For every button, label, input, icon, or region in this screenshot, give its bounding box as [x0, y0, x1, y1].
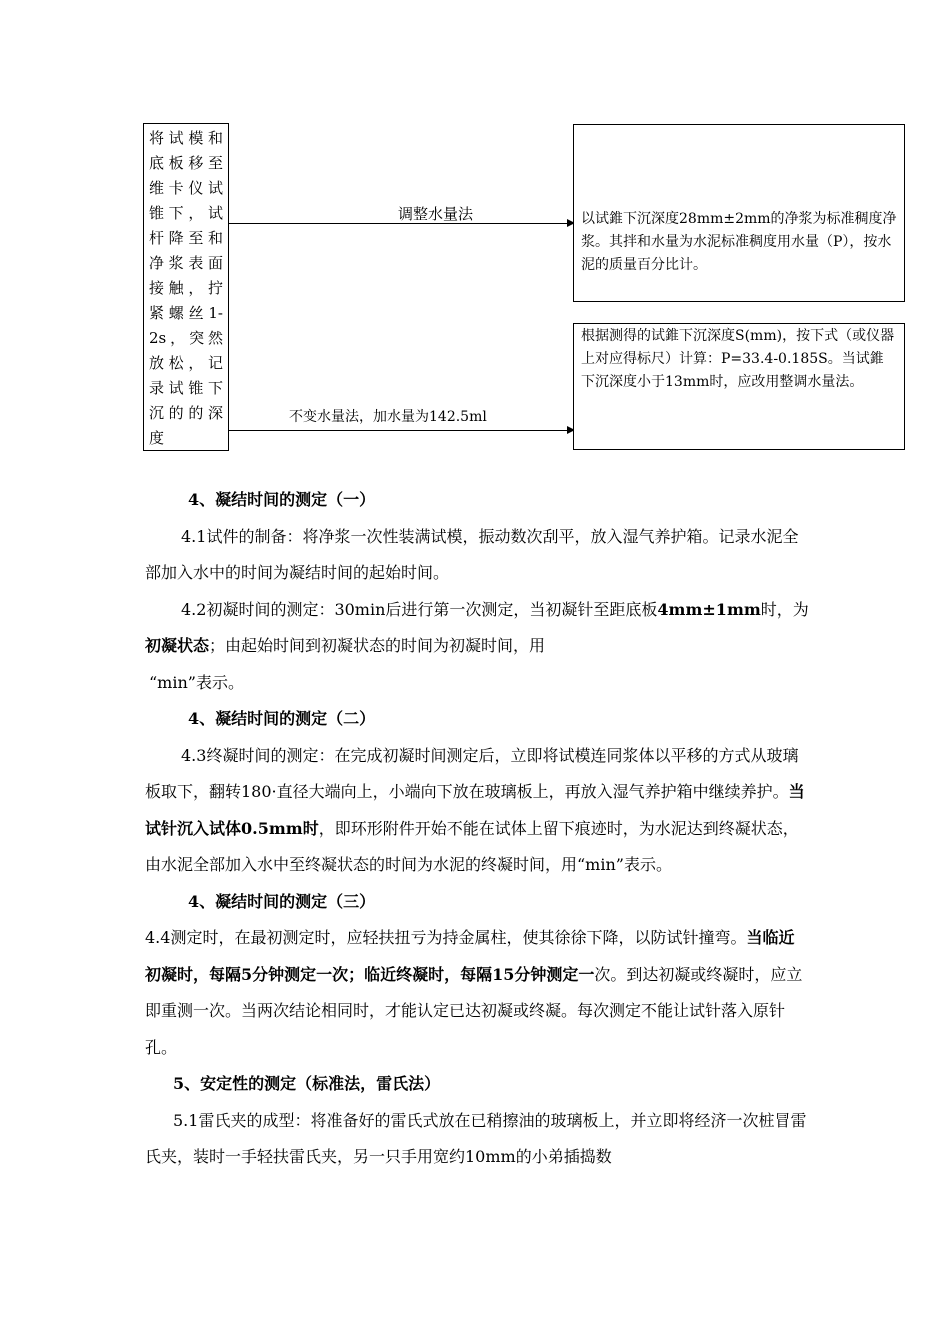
- paragraph-5-1: 5.1雷氏夹的成型：将准备好的雷氏式放在已稍擦油的玻璃板上，并立即将经济一次桩冒雷氏夹，装时一手轻扶雷氏夹，另一只手用宽约10mm的小弟插捣数: [145, 1110, 807, 1166]
- paragraph-4-3-part-c: ，即环形附件开始不能在试体上留下痕迹时，为水泥达到终凝状态，由水泥全部加入水中至终凝状态的时间为水泥的终凝时间，用“min”表示。: [145, 818, 799, 874]
- document-body: [145, 482, 810, 1176]
- section-heading-setting-time-2: 4、凝结时间的测定（二）: [188, 709, 376, 728]
- flow-result-text-fixed: 根据测得的试錐下沉深度S(mm)，按下式（或仪器上对应得标尺）计算：P=33.4-0.185S。当试錐下沉深度小于13mm时，应改用整调水量法。: [581, 328, 895, 390]
- initial-set-distance: 4mm±1mm: [657, 599, 761, 619]
- paragraph-4-3: [145, 738, 810, 884]
- paragraph-4-1: 4.1试件的制备：将净浆一次性装满试模，振动数次刮平，放入湿气养护箱。记录水泥全部加入水中的时间为凝结时间的起始时间。: [145, 526, 799, 582]
- paragraph-4-3-part-a: 4.3终凝时间的测定：在完成初凝时间测定后，立即将试模连同浆体以平移的方式从玻璃板取下，翻转180·直径大端向上，小端向下放在玻璃板上，再放入湿气养护箱中继续养护。: [145, 745, 799, 801]
- flow-result-box-fixed: [573, 323, 905, 450]
- initial-set-state: 初凝状态: [145, 636, 210, 655]
- paragraph-4-4-part-a: 4.4测定时，在最初测定时，应轻扶扭亏为持金属柱，使其徐徐下降，以防试针撞弯。: [145, 928, 747, 947]
- section-heading-soundness: 5、安定性的测定（标准法，雷氏法）: [173, 1074, 441, 1093]
- paragraph-4-2-part-a: 4.2初凝时间的测定：30min后进行第一次测定，当初凝针至距底板: [181, 599, 658, 619]
- paragraph-4-2: [145, 592, 810, 665]
- flow-start-box: [143, 123, 229, 451]
- arrow-adjust-water-label: 调整水量法: [398, 205, 474, 223]
- final-set-condition: 当试针沉入试体0.5mm时: [145, 782, 805, 838]
- section-heading-setting-time-3: 4、凝结时间的测定（三）: [188, 891, 376, 911]
- flow-result-box-adjust: [573, 124, 905, 302]
- paragraph-4-4: [145, 920, 810, 1066]
- paragraph-4-2-end: “min”表示。: [149, 672, 244, 692]
- paragraph-4-2-part-e: ；由起始时间到初凝状态的时间为初凝时间，用: [209, 636, 546, 655]
- arrow-fixed-water: [229, 430, 573, 431]
- arrow-fixed-water-label: 不变水量法，加水量为142.5ml: [289, 409, 487, 425]
- paragraph-4-4-part-c: 次。到达初凝或终凝时，应立即重测一次。当两次结论相同时，才能认定已达初凝或终凝。每次测定不能让试针落入原针孔。: [145, 964, 803, 1057]
- flow-result-text-adjust: 以试錐下沉深度28mm±2mm的净浆为标准稠度净浆。其拌和水量为水泥标准稠度用水量（P），按水泥的质量百分比计。: [581, 211, 897, 273]
- measurement-interval-rule: 当临近初凝时，每隔5分钟测定一次；临近终凝时，每隔15分钟测定一: [145, 928, 795, 984]
- paragraph-4-2-part-c: 时，为: [760, 599, 809, 619]
- flow-start-text: 将试模和底板移至维卡仪试锥下，试杆降至和净浆表面接触，拧紧螺丝1-2s，突然放松，记录试锥下沉的的深度: [149, 129, 223, 447]
- section-heading-setting-time-1: 4、凝结时间的测定（一）: [188, 490, 376, 509]
